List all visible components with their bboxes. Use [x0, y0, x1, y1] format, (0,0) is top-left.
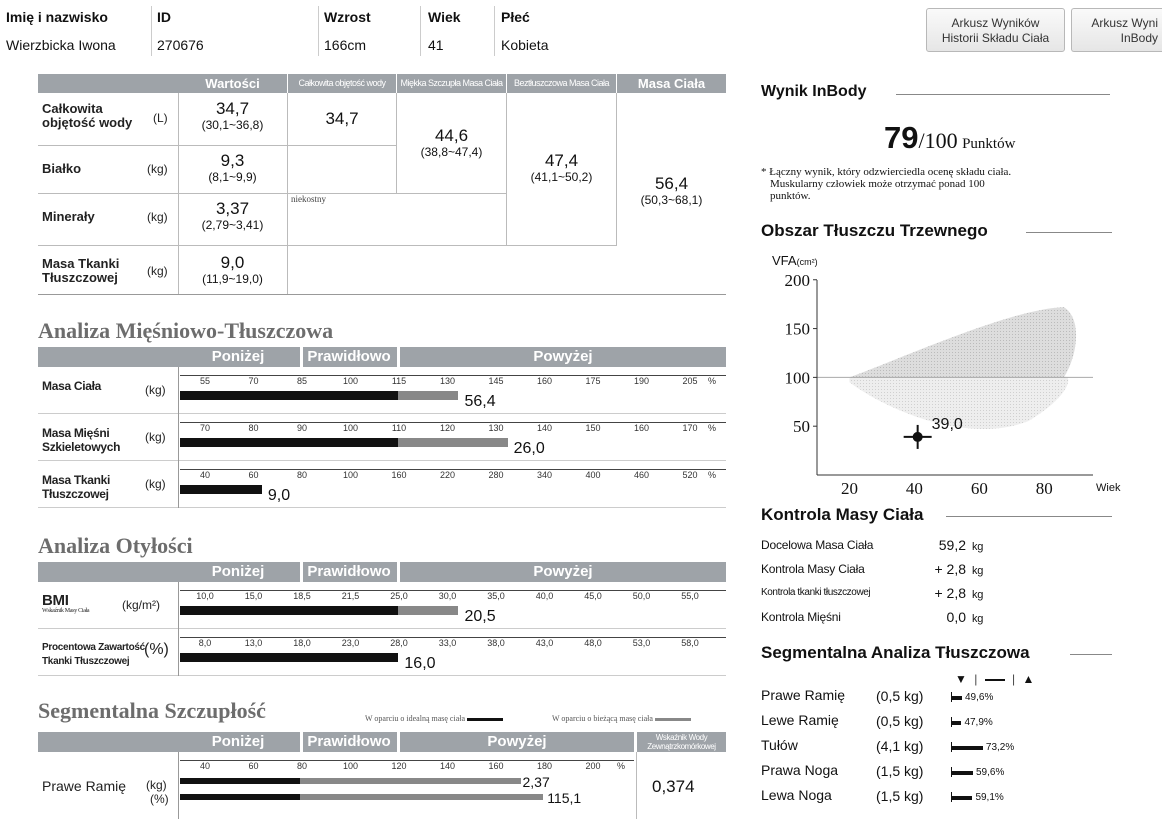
segment-bar: [951, 721, 961, 725]
scale-tick: 40,0: [535, 591, 554, 601]
row-label: Minerały: [42, 209, 95, 224]
weight-value: 56,4: [654, 174, 689, 193]
value-bar-extension: [398, 391, 458, 400]
scale-tick: 18,5: [293, 591, 311, 601]
bar-value: 16,0: [404, 655, 436, 672]
row-divider: [178, 752, 179, 819]
vfa-chart: [760, 265, 1140, 505]
vfa-title: Obszar Tłuszczu Trzewnego: [761, 221, 988, 240]
row-unit: (L): [153, 111, 168, 125]
row-unit: (kg): [145, 383, 166, 397]
row-unit: (kg): [145, 430, 166, 444]
slm-range: (38,8~47,4): [420, 145, 483, 159]
scale-tick: 40: [199, 761, 210, 771]
scale-tick: 100: [342, 761, 359, 771]
value-bar: [180, 438, 398, 447]
row-label: Białko: [42, 161, 82, 176]
scale-tick: 25,0: [390, 591, 408, 601]
row-divider: [38, 628, 726, 629]
scale-tick: 220: [439, 470, 456, 480]
bar-value: 56,4: [464, 393, 496, 410]
data-point: [913, 432, 923, 442]
segment-bar: [951, 796, 972, 800]
score-value: 79: [884, 120, 919, 155]
segment-bar: [951, 696, 962, 700]
row-unit: (kg/m²): [122, 598, 160, 612]
history-report-button[interactable]: [926, 8, 1065, 52]
weight-control-value: + 2,8: [934, 585, 966, 601]
segment-kg: (0,5 kg): [876, 713, 924, 729]
scale-tick: 150: [585, 423, 601, 433]
row-divider: [178, 367, 179, 414]
name-label: Imię i nazwisko: [6, 9, 108, 25]
section-title: Analiza Otyłości: [38, 533, 193, 558]
section-title: Analiza Mięśniowo-Tłuszczowa: [38, 318, 334, 343]
scale-tick: 21,5: [341, 591, 360, 601]
row-label: Całkowita objętość wody: [42, 101, 133, 130]
bar-value: 9,0: [267, 487, 291, 504]
scale-tick: 460: [633, 470, 650, 480]
id-value: 270676: [157, 37, 204, 53]
value-bar: [180, 653, 398, 662]
weight-control-unit: kg: [972, 565, 984, 577]
scale-tick: 55,0: [681, 591, 699, 601]
scale-tick: 180: [536, 761, 553, 771]
inbody-report-button[interactable]: [1071, 8, 1162, 52]
score-title: Wynik InBody: [761, 83, 867, 100]
scale-tick: 190: [633, 376, 650, 386]
scale-tick: 130: [439, 376, 456, 386]
y-tick-label: 150: [784, 319, 810, 339]
y-tick-label: 200: [784, 270, 810, 290]
segment-bar: [951, 771, 973, 775]
scale-tick: 400: [585, 470, 601, 480]
row-label: Prawe Ramię: [42, 778, 127, 794]
scale-tick: 30,0: [438, 591, 457, 601]
slm-value: 44,6: [434, 126, 469, 145]
minerals-range: (2,79~3,41): [201, 218, 264, 232]
header-weight: Masa Ciała: [617, 74, 726, 93]
grid-line: [178, 193, 507, 194]
scale-tick: 160: [391, 470, 407, 480]
band-normal: Prawidłowo: [307, 348, 391, 365]
legend-current: W oparciu o bieżącą masę ciała: [552, 714, 691, 723]
scale-tick: 100: [342, 376, 359, 386]
header-divider: [494, 6, 495, 56]
header-divider: [396, 74, 397, 93]
scale-tick: 23,0: [341, 638, 360, 648]
scale-tick: 15,0: [244, 591, 263, 601]
scale-tick: 80: [296, 470, 307, 480]
scale-tick: 43,0: [535, 638, 554, 648]
scale-tick: 520: [682, 470, 698, 480]
height-label: Wzrost: [324, 9, 371, 25]
kg-bar: [180, 778, 300, 784]
scale-tick: 58,0: [681, 638, 699, 648]
score-note: * Łączny wynik, który odzwierciedla ocenę składu ciała. Muskularny człowiek może otrzymać ponad 100 punktów.: [761, 166, 1012, 202]
band-header: [38, 347, 726, 367]
scale-tick: 8,0: [198, 638, 212, 648]
header-values: Wartości: [178, 74, 287, 93]
segmental-fat-title: Segmentalna Analiza Tłuszczowa: [761, 643, 1030, 662]
scale-tick: 55: [199, 376, 210, 386]
scale-tick: 80: [248, 423, 259, 433]
value-bar: [180, 485, 262, 494]
grid-line: [38, 193, 178, 194]
inbody-report-button-line2: InBody: [1120, 31, 1158, 45]
grid-line: [178, 245, 617, 246]
scale-tick: 340: [536, 470, 553, 480]
pct-value: 115,1: [547, 790, 582, 806]
header-divider: [506, 74, 507, 93]
band-below: Poniżej: [211, 348, 265, 365]
x-tick-label: 80: [1035, 479, 1053, 498]
row-label: Masa Tkanki Tłuszczowej: [42, 473, 111, 501]
tbw-total: 34,7: [325, 109, 359, 128]
segment-label: Prawa Noga: [761, 762, 839, 778]
row-label: Masa Tkanki Tłuszczowej: [42, 256, 120, 285]
row-label: Masa Mięśni Szkieletowych: [42, 426, 121, 454]
scale-tick: 140: [439, 761, 456, 771]
y-tick-label: 100: [784, 368, 810, 388]
fat-scale-legend: ▼ | | ▲: [955, 672, 1035, 686]
header-divider: [616, 74, 617, 93]
title-rule: [1026, 232, 1112, 233]
scale-tick: 205: [682, 376, 698, 386]
scale-tick: 40: [199, 470, 210, 480]
weight-control-title: Kontrola Masy Ciała: [761, 505, 924, 524]
x-tick-label: 20: [840, 479, 858, 498]
scale-percent: %: [707, 376, 716, 386]
ecw-value: 0,374: [652, 777, 695, 796]
scale-tick: 110: [391, 423, 407, 433]
title-rule: [1070, 654, 1112, 655]
scale-tick: 100: [342, 423, 359, 433]
segment-label: Prawe Ramię: [761, 687, 846, 703]
triangle-up-icon: ▲: [1022, 672, 1035, 686]
scale-tick: 28,0: [390, 638, 408, 648]
scale-tick: 140: [536, 423, 553, 433]
x-tick-label: 60: [970, 479, 988, 498]
kg-bar-extension: [300, 778, 521, 784]
height-value: 166cm: [324, 37, 367, 53]
minerals-value: 3,37: [215, 199, 250, 218]
protein-value: 9,3: [220, 151, 245, 170]
age-value: 41: [428, 37, 444, 53]
scale-percent: %: [616, 761, 625, 771]
score-display: [884, 120, 1015, 156]
header-slm: Miękka Szczupła Masa Ciała: [397, 74, 506, 93]
segment-bar: [951, 746, 983, 750]
header-ffm: Beztłuszczowa Masa Ciała: [507, 74, 616, 93]
weight-control-value: 59,2: [938, 537, 966, 553]
scale-tick: 80: [296, 761, 307, 771]
row-divider: [636, 752, 637, 819]
title-rule: [946, 516, 1112, 517]
age-label: Wiek: [428, 9, 461, 25]
scale-tick: 170: [682, 423, 698, 433]
weight-range: (50,3~68,1): [640, 193, 703, 207]
scale-tick: 45,0: [584, 591, 602, 601]
weight-control-label: Kontrola Masy Ciała: [761, 562, 865, 576]
row-divider: [38, 460, 726, 461]
band-normal: Prawidłowo: [307, 733, 391, 750]
header-divider: [287, 74, 288, 93]
segment-kg: (1,5 kg): [876, 788, 924, 804]
scale-tick: 35,0: [487, 591, 505, 601]
pct-bar-extension: [300, 794, 543, 800]
id-label: ID: [157, 9, 171, 25]
row-unit: (%): [144, 641, 169, 658]
row-divider: [178, 629, 179, 676]
scale-tick: 70: [248, 376, 259, 386]
x-axis-label: Wiek: [1096, 482, 1121, 494]
ffm-range: (41,1~50,2): [530, 170, 593, 184]
ecw-header: Wskaźnik Wody Zewnątrzkomórkowej: [637, 732, 726, 752]
scale-tick: 120: [439, 423, 456, 433]
weight-control-unit: kg: [972, 541, 984, 553]
segment-kg: (4,1 kg): [876, 738, 924, 754]
segment-pct: 47,9%: [964, 717, 993, 728]
x-tick-label: 40: [905, 479, 923, 498]
scale-tick: 60: [248, 761, 259, 771]
scale-tick: 160: [536, 376, 553, 386]
value-bar-extension: [398, 438, 507, 447]
bone-note: niekostny: [291, 194, 326, 204]
band-above: Powyżej: [533, 563, 593, 580]
scale-tick: 175: [585, 376, 601, 386]
scale-tick: 18,0: [293, 638, 311, 648]
y-tick-label: 50: [793, 417, 810, 437]
scale-tick: 145: [488, 376, 504, 386]
value-bar: [180, 606, 398, 615]
bar-value: 20,5: [464, 608, 496, 625]
tbw-value: 34,7: [215, 99, 250, 118]
weight-control-unit: kg: [972, 589, 984, 601]
grid-line: [178, 93, 179, 294]
segment-pct: 59,6%: [976, 767, 1005, 778]
scale-tick: 200: [585, 761, 601, 771]
header-tbw: Całkowita objętość wody: [288, 74, 396, 93]
segment-pct: 49,6%: [965, 692, 994, 703]
segment-label: Lewa Noga: [761, 787, 832, 803]
row-divider: [38, 507, 726, 508]
row-unit-kg: (kg): [146, 778, 167, 792]
band-header: [38, 562, 726, 582]
pct-bar: [180, 794, 300, 800]
weight-control-value: 0,0: [946, 609, 966, 625]
segment-kg: (0,5 kg): [876, 688, 924, 704]
segment-kg: (1,5 kg): [876, 763, 924, 779]
band-below: Poniżej: [211, 563, 265, 580]
scale-tick: 115: [391, 376, 407, 386]
grid-line: [616, 93, 617, 245]
value-bar-extension: [398, 606, 458, 615]
row-divider: [178, 582, 179, 629]
sex-value: Kobieta: [501, 37, 549, 53]
scale-tick: 120: [391, 761, 407, 771]
grid-line: [38, 294, 726, 295]
inbody-report-button-line1: Arkusz Wyni: [1091, 16, 1158, 30]
scale-percent: %: [707, 470, 716, 480]
scale-tick: 160: [488, 761, 504, 771]
point-label: 39,0: [931, 415, 963, 433]
high-range-area: [849, 307, 1076, 377]
header-divider: [151, 6, 152, 56]
band-below: Poniżej: [211, 733, 265, 750]
scale-tick: 90: [296, 423, 307, 433]
weight-control-unit: kg: [972, 613, 984, 625]
history-report-button-line1: Arkusz Wyników: [951, 16, 1040, 30]
score-unit: Punktów: [962, 136, 1016, 152]
score-max: /100: [918, 128, 958, 153]
scale-tick: 53,0: [632, 638, 651, 648]
weight-control-value: + 2,8: [934, 561, 966, 577]
row-unit-pct: (%): [150, 792, 169, 806]
header-divider: [420, 6, 421, 56]
triangle-down-icon: ▼: [955, 672, 967, 686]
scale-tick: 130: [488, 423, 504, 433]
scale-tick: 160: [633, 423, 650, 433]
grid-line: [38, 145, 178, 146]
scale-tick: 50,0: [632, 591, 651, 601]
band-above: Powyżej: [533, 348, 593, 365]
row-divider: [38, 675, 726, 676]
tbw-range: (30,1~36,8): [201, 118, 264, 132]
row-unit: (kg): [147, 210, 168, 224]
name-value: Wierzbicka Iwona: [6, 37, 116, 53]
scale-tick: 48,0: [584, 638, 602, 648]
scale-tick: 85: [296, 376, 307, 386]
scale-tick: 38,0: [487, 638, 505, 648]
row-unit: (kg): [145, 477, 166, 491]
section-title: Segmentalna Szczupłość: [38, 698, 266, 723]
fat-mass-value: 9,0: [220, 253, 245, 272]
protein-range: (8,1~9,9): [208, 170, 257, 184]
band-normal: Prawidłowo: [307, 563, 391, 580]
grid-line: [38, 245, 178, 246]
row-label: Procentowa Zawartość Tkanki Tłuszczowej: [42, 642, 145, 667]
scale-tick: 13,0: [244, 638, 263, 648]
segment-pct: 59,1%: [975, 792, 1004, 803]
legend-ideal: W oparciu o idealną masę ciała: [365, 714, 503, 723]
segment-pct: 73,2%: [985, 742, 1015, 753]
vfa-ylabel: VFA(cm²): [772, 253, 818, 268]
scale-tick: 280: [488, 470, 504, 480]
sex-label: Płeć: [501, 9, 530, 25]
fat-mass-range: (11,9~19,0): [202, 272, 263, 286]
segment-label: Lewe Ramię: [761, 712, 839, 728]
row-divider: [38, 413, 726, 414]
scale-tick: 100: [342, 470, 359, 480]
scale-tick: 60: [248, 470, 259, 480]
row-label: Masa Ciała: [42, 379, 102, 393]
row-label: BMI Wskaźnik Masy Ciała: [42, 592, 90, 614]
kg-value: 2,37: [522, 774, 550, 790]
weight-control-label: Kontrola tkanki tłuszczowej: [761, 587, 871, 598]
header-divider: [318, 6, 319, 56]
row-unit: (kg): [147, 162, 168, 176]
ffm-value: 47,4: [544, 151, 579, 170]
scale-tick: 10,0: [196, 591, 214, 601]
title-rule: [896, 94, 1110, 95]
dash-icon: [985, 679, 1005, 681]
band-above: Powyżej: [487, 733, 547, 750]
band-header: [38, 732, 634, 752]
weight-control-label: Docelowa Masa Ciała: [761, 538, 874, 552]
row-divider: [178, 461, 179, 508]
row-divider: [178, 414, 179, 461]
row-unit: (kg): [147, 264, 168, 278]
value-bar: [180, 391, 398, 400]
scale-percent: %: [707, 423, 716, 433]
scale-tick: 33,0: [438, 638, 457, 648]
segment-label: Tułów: [761, 737, 798, 753]
weight-control-label: Kontrola Mięśni: [761, 610, 841, 624]
history-report-button-line2: Historii Składu Ciała: [941, 31, 1050, 45]
bar-value: 26,0: [513, 440, 545, 457]
scale-tick: 70: [199, 423, 210, 433]
